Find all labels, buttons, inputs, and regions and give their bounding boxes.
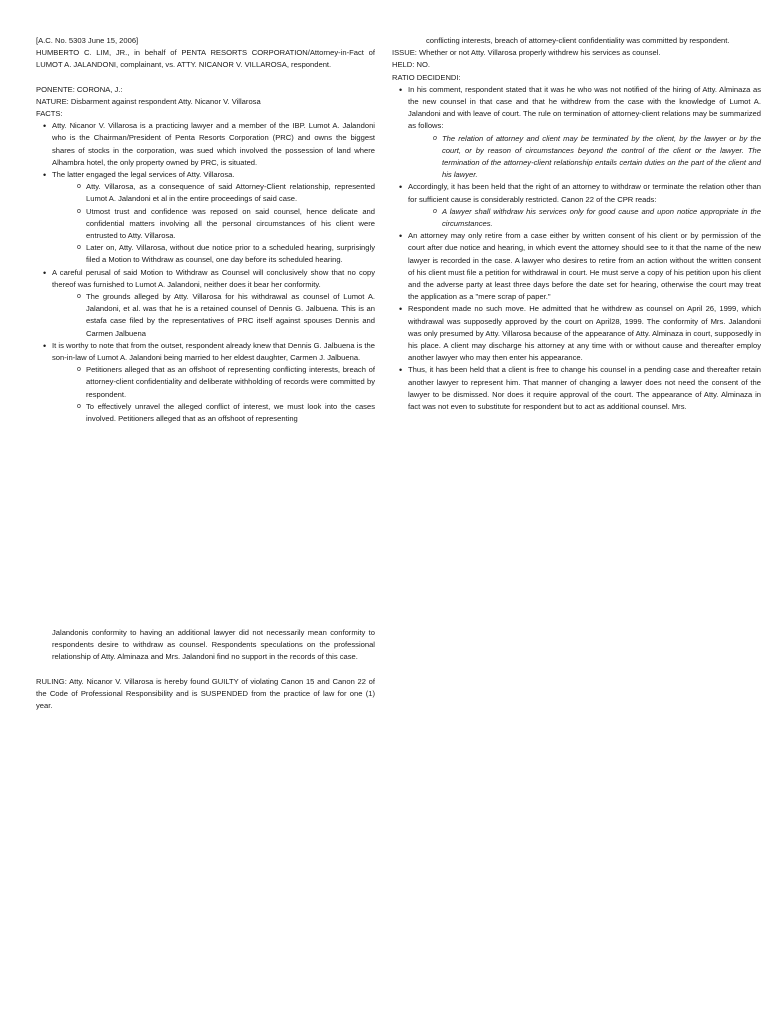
list-item: • The latter engaged the legal services of Atty. Villarosa. o Atty. Villarosa, as a consequence of said Attorney-Client relationship, represented Lumot A. Jalandoni et al in the entire proceedings of said case. o Utmost trust and confidence was reposed on said counsel, hence delicate and confidential matters involving all the personal circumstances of his client were entrusted to Atty. Villarosa. o Later on, Atty. Villarosa, without due notice prior to a scheduled hearing, surprisingly filed a Motion to Withdraw as counsel, one day before its scheduled hearing.: [36, 169, 375, 267]
sub-list-item: o To effectively unravel the alleged conflict of interest, we must look into the cases involved. Petitioners alleged that as an offshoot of representing: [52, 401, 375, 425]
sub-list-item: o Atty. Villarosa, as a consequence of said Attorney-Client relationship, represented Lumot A. Jalandoni et al in the entire proceedings of said case.: [52, 181, 375, 205]
case-citation: [A.C. No. 5303 June 15, 2006]: [36, 36, 139, 45]
continued-text: Jalandonis conformity to having an additional lawyer did not necessarily mean conformity to respondents desire to withdraw as counsel. Respondents speculations on the professional relationship of Atty. Alminaza and Mrs. Jalandoni find no support in the records of this case.: [52, 628, 375, 662]
list-item: • Atty. Nicanor V. Villarosa is a practicing lawyer and a member of the IBP. Lumot A. Jalandoni who is the Chairman/President of Penta Resorts Corporation (PRC) and owns the biggest shares of stocks in the corporation, was sued which involved the possession of land where Alhambra hotel, the only property owned by PRC, is situated.: [36, 120, 375, 169]
sub-list-item: o The grounds alleged by Atty. Villarosa for his withdrawal as counsel of Lumot A. Jalandoni, et al. was that he is a retained counsel of Dennis G. Jalbuena. This is an estafa case filed by the representatives of PRC itself against spouses Dennis and Carmen Jalbuena: [52, 291, 375, 340]
list-item: • A careful perusal of said Motion to Withdraw as Counsel will conclusively show that no copy thereof was furnished to Lumot A. Jalandoni, neither does it bear her conformity. o The grounds alleged by Atty. Villarosa for his withdrawal as counsel of Lumot A. Jalandoni, et al. was that he is a retained counsel of Dennis G. Jalbuena. This is an estafa case filed by the representatives of PRC itself against spouses Dennis and Carmen Jalbuena: [36, 267, 375, 340]
case-parties: HUMBERTO C. LIM, JR., in behalf of PENTA RESORTS CORPORATION/Attorney-in-Fact of LUMOT A. JALANDONI, complainant, vs. ATTY. NICANOR V. VILLAROSA, respondent.: [36, 48, 375, 70]
sub-list-item: o Petitioners alleged that as an offshoot of representing conflicting interests, breach of attorney-client confidentiality and deliberate withholding of records were committed by respondent.: [52, 364, 375, 401]
sub-list-item: o Utmost trust and confidence was reposed on said counsel, hence delicate and confidential matters involving all the personal circumstances of his client were entrusted to Atty. Villarosa.: [52, 206, 375, 243]
list-item: • In his comment, respondent stated that it was he who was not notified of the hiring of Atty. Alminaza as the new counsel in that case and that he withdrew from the case with the knowledge of Lumot A. Jalandoni and with leave of court. The rule on termination of attorney-client relations may be summarized as follows: o The relation of attorney and client may be terminated by the client, by the lawyer or by the court, or by reason of circumstances beyond the control of the client or the lawyer. The termination of the attorney-client relationship entails certain duties on the part of the client and his lawyer.: [392, 84, 761, 182]
nature: NATURE: Disbarment against respondent Atty. Nicanor V. Villarosa: [36, 96, 261, 106]
held: HELD: NO.: [392, 60, 430, 70]
sub-list-item: o Later on, Atty. Villarosa, without due notice prior to a scheduled hearing, surprisingly filed a Motion to Withdraw as counsel, one day before its scheduled hearing.: [52, 242, 375, 266]
facts-heading: FACTS:: [36, 109, 63, 119]
facts-list: [36, 120, 375, 425]
sub-list-item: o A lawyer shall withdraw his services only for good cause and upon notice appropriate in the circumstances.: [408, 206, 761, 230]
ponente: PONENTE: CORONA, J.:: [36, 84, 123, 94]
right-column: [392, 35, 761, 413]
list-item: • Thus, it has been held that a client is free to change his counsel in a pending case and thereafter retain another lawyer to represent him. That manner of changing a lawyer does not need the consent of the lawyer to be dismissed. Nor does it require approval of the court. The appearance of Atty. Alminaza in fact was not even to substitute for respondent but to act as additional counsel. Mrs.: [392, 364, 761, 413]
issue: ISSUE: Whether or not Atty. Villarosa properly withdrew his services as counsel.: [392, 48, 661, 58]
bottom-block: [36, 627, 375, 712]
ruling: RULING: Atty. Nicanor V. Villarosa is hereby found GUILTY of violating Canon 15 and Canon 22 of the Code of Professional Responsibility and is SUSPENDED from the practice of law for one (1) year.: [36, 676, 375, 711]
list-item: • It is worthy to note that from the outset, respondent already knew that Dennis G. Jalbuena is the son-in-law of Lumot A. Jalandoni being married to her eldest daughter, Carmen J. Jalbuena. o Petitioners alleged that as an offshoot of representing conflicting interests, breach of attorney-client confidentiality and deliberate withholding of records were committed by respondent. o To effectively unravel the alleged conflict of interest, we must look into the cases involved. Petitioners alleged that as an offshoot of representing: [36, 340, 375, 425]
continued-text: conflicting interests, breach of attorney-client confidentiality was committed by respondent.: [426, 36, 730, 45]
list-item: • Respondent made no such move. He admitted that he withdrew as counsel on April 26, 1999, which withdrawal was supposedly approved by the court on April28, 1999. The conformity of Mrs. Jalandoni was only presumed by Atty. Villarosa because of the appearance of Atty. Alminaza in court, supposedly in his place. A client may discharge his attorney at any time with or without cause and thereafter employ another lawyer who may then enter his appearance.: [392, 303, 761, 364]
list-item: • Accordingly, it has been held that the right of an attorney to withdraw or terminate the relation other than for sufficient cause is considerably restricted. Canon 22 of the CPR reads: o A lawyer shall withdraw his services only for good cause and upon notice appropriate in the circumstances.: [392, 181, 761, 230]
sub-list-item: o The relation of attorney and client may be terminated by the client, by the lawyer or by the court, or by reason of circumstances beyond the control of the client or the lawyer. The termination of the attorney-client relationship entails certain duties on the part of the client and his lawyer.: [408, 133, 761, 182]
ratio-list: [392, 84, 761, 413]
list-item: • An attorney may only retire from a case either by written consent of his client or by permission of the court after due notice and hearing, in which event the attorney should see to it that the name of the new lawyer is recorded in the case. A lawyer who desires to retire from an action without the written consent of his client must file a petition for withdrawal in court. He must serve a copy of his petition upon his client and the adverse party at least three days before the date set for hearing, otherwise the court may treat the application as a "mere scrap of paper.": [392, 230, 761, 303]
ratio-heading: RATIO DECIDENDI:: [392, 72, 461, 82]
left-column: [36, 35, 375, 425]
